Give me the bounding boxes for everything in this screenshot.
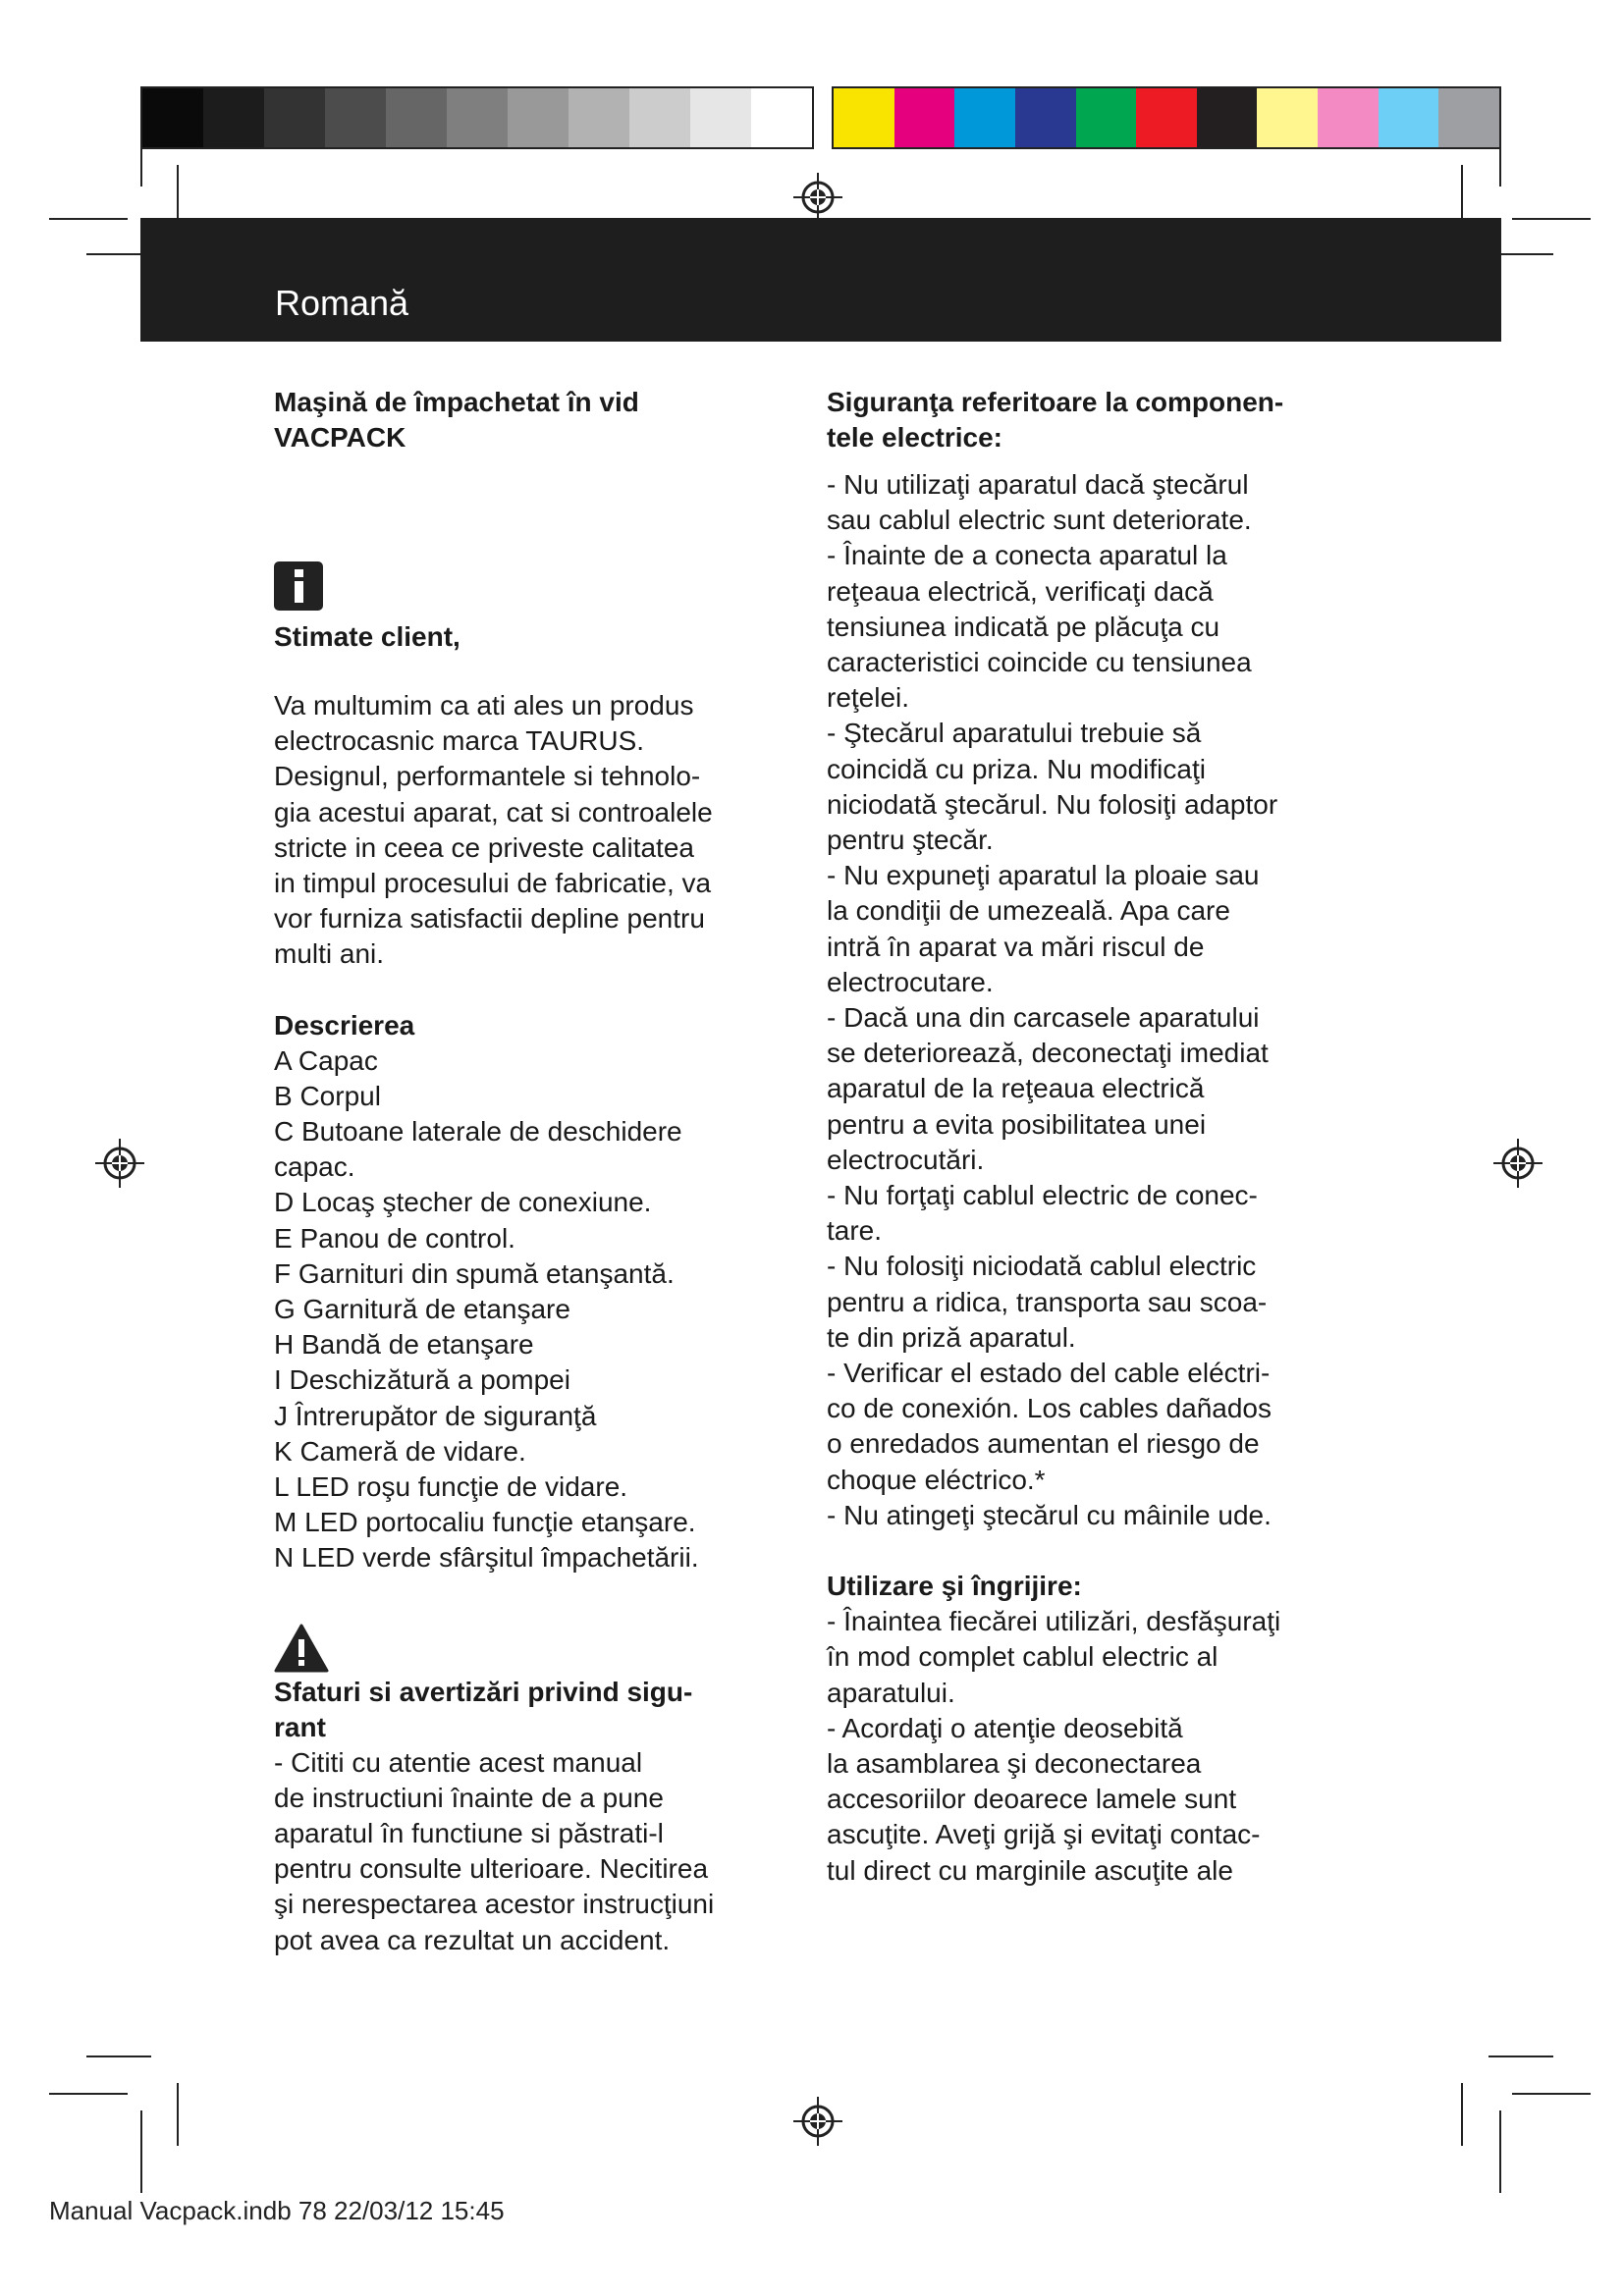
color-swatch	[264, 88, 325, 147]
list-item: M LED portocaliu funcţie etanşare.	[274, 1507, 696, 1538]
list-item: L LED roşu funcţie de vidare.	[274, 1471, 628, 1503]
list-item: J Întrerupător de siguranţă	[274, 1400, 597, 1431]
text-line: electrocutare.	[827, 966, 994, 997]
color-swatch	[834, 88, 894, 147]
text-line: la condiţii de umezeală. Apa care	[827, 895, 1230, 927]
text-line: electrocutări.	[827, 1144, 985, 1175]
intro-line: electrocasnic marca TAURUS.	[274, 725, 645, 757]
text-line: - Verificar el estado del cable eléctri-	[827, 1358, 1271, 1389]
electrical-safety-heading-line-2: tele electrice:	[827, 422, 1002, 453]
text-line: intră în aparat va mări riscul de	[827, 931, 1205, 962]
registration-mark-icon	[793, 173, 842, 222]
text-line: în mod complet cablul electric al	[827, 1641, 1218, 1673]
color-swatch	[1257, 88, 1318, 147]
grayscale-color-bar	[140, 86, 814, 149]
crop-mark	[86, 2056, 151, 2057]
warning-icon	[274, 1624, 329, 1673]
text-line: se deteriorează, deconectaţi imediat	[827, 1038, 1269, 1069]
list-item: G Garnitură de etanşare	[274, 1294, 570, 1325]
registration-mark-icon	[1493, 1139, 1543, 1188]
greeting: Stimate client,	[274, 621, 460, 652]
safety-line: pot avea ca rezultat un accident.	[274, 1924, 671, 1955]
text-line: coincidă cu priza. Nu modificaţi	[827, 753, 1206, 784]
color-swatch	[447, 88, 508, 147]
text-line: ascuţite. Aveţi grijă şi evitaţi contac-	[827, 1819, 1261, 1850]
intro-line: Designul, performantele si tehnolo-	[274, 761, 701, 792]
description-heading: Descrierea	[274, 1009, 415, 1041]
text-line: aparatului.	[827, 1677, 955, 1708]
list-item: C Butoane laterale de deschidere	[274, 1116, 682, 1148]
color-swatch	[142, 88, 203, 147]
intro-paragraph	[274, 688, 765, 973]
list-item: A Capac	[274, 1044, 378, 1076]
usage-care-heading: Utilizare şi îngrijire:	[827, 1571, 1082, 1602]
text-line: caracteristici coincide cu tensiunea	[827, 647, 1252, 678]
text-line: - Nu atingeţi ştecărul cu mâinile ude.	[827, 1499, 1272, 1530]
text-line: - Ştecărul aparatului trebuie să	[827, 718, 1202, 749]
list-item: H Bandă de etanşare	[274, 1329, 534, 1361]
color-swatch	[508, 88, 568, 147]
color-swatch	[386, 88, 447, 147]
text-line: pentru ştecăr.	[827, 825, 994, 856]
list-item: B Corpul	[274, 1080, 381, 1111]
text-line: reţelei.	[827, 682, 910, 714]
crop-mark	[177, 2083, 179, 2146]
text-line: pentru a ridica, transporta sau scoa-	[827, 1286, 1268, 1317]
text-line: sau cablul electric sunt deteriorate.	[827, 505, 1252, 536]
product-title-line-1: Maşină de împachetat în vid	[274, 387, 639, 417]
description-list	[274, 1043, 765, 1576]
crop-mark	[49, 218, 128, 220]
safety-heading-line-2: rant	[274, 1711, 326, 1742]
safety-line: - Cititi cu atentie acest manual	[274, 1746, 643, 1778]
text-line: - Dacă una din carcasele aparatului	[827, 1002, 1260, 1034]
list-item: K Cameră de vidare.	[274, 1435, 526, 1467]
language-title: Romană	[275, 283, 409, 323]
safety-line: pentru consulte ulterioare. Necitirea	[274, 1853, 709, 1885]
intro-line: Va multumim ca ati ales un produs	[274, 690, 694, 721]
list-item: capac.	[274, 1151, 355, 1183]
color-swatch	[325, 88, 386, 147]
list-item: F Garnituri din spumă etanşantă.	[274, 1257, 675, 1289]
text-line: pentru a evita posibilitatea unei	[827, 1108, 1207, 1140]
crop-mark	[1489, 2056, 1553, 2057]
safety-line: aparatul în functiune si păstrati-l	[274, 1818, 664, 1849]
color-swatch	[1015, 88, 1076, 147]
crop-mark	[140, 2110, 142, 2193]
text-line: aparatul de la reţeaua electrică	[827, 1073, 1205, 1104]
crop-mark	[1512, 218, 1591, 220]
color-swatch	[894, 88, 955, 147]
intro-line: multi ani.	[274, 938, 385, 970]
intro-line: vor furniza satisfactii depline pentru	[274, 903, 705, 934]
safety-heading-line-1: Sfaturi si avertizări privind sigu-	[274, 1676, 693, 1707]
crop-mark	[1512, 2093, 1591, 2095]
color-swatch	[629, 88, 690, 147]
color-swatch	[1318, 88, 1379, 147]
text-line: - Acordaţi o atenţie deosebită	[827, 1712, 1183, 1743]
color-swatch	[203, 88, 264, 147]
intro-line: in timpul procesului de fabricatie, va	[274, 868, 712, 899]
text-line: - Nu expuneţi aparatul la ploaie sau	[827, 860, 1260, 891]
intro-line: gia acestui aparat, cat si controalele	[274, 796, 713, 828]
registration-mark-icon	[793, 2097, 842, 2146]
text-line: - Nu forţaţi cablul electric de conec-	[827, 1180, 1258, 1211]
text-line: accesoriilor deoarece lamele sunt	[827, 1784, 1237, 1815]
text-line: o enredados aumentan el riesgo de	[827, 1428, 1260, 1460]
color-swatch	[1076, 88, 1137, 147]
color-swatch	[1438, 88, 1499, 147]
color-swatch	[690, 88, 751, 147]
list-item: E Panou de control.	[274, 1222, 515, 1254]
electrical-safety-heading-line-1: Siguranţa referitoare la componen-	[827, 387, 1284, 417]
intro-line: stricte in ceea ce priveste calitatea	[274, 831, 694, 863]
language-header-band	[140, 218, 1501, 342]
crop-mark	[140, 128, 142, 187]
list-item: I Deschizătură a pompei	[274, 1364, 570, 1396]
text-line: tul direct cu marginile ascuţite ale	[827, 1854, 1233, 1886]
safety-line: de instructiuni înainte de a pune	[274, 1782, 664, 1813]
left-column	[274, 385, 765, 1958]
crop-mark	[49, 2093, 128, 2095]
electrical-safety-text	[827, 467, 1337, 1533]
color-swatch	[1136, 88, 1197, 147]
list-item: N LED verde sfârşitul împachetării.	[274, 1542, 699, 1574]
usage-care-text	[827, 1604, 1337, 1889]
color-swatch	[568, 88, 629, 147]
text-line: - Înainte de a conecta aparatul la	[827, 540, 1227, 571]
text-line: tare.	[827, 1215, 883, 1247]
text-line: tensiunea indicată pe plăcuţa cu	[827, 611, 1220, 642]
text-line: co de conexión. Los cables dañados	[827, 1393, 1272, 1424]
text-line: - Nu utilizaţi aparatul dacă ştecărul	[827, 469, 1249, 500]
print-slug: Manual Vacpack.indb 78 22/03/12 15:45	[49, 2196, 505, 2225]
safety-paragraph	[274, 1745, 765, 1958]
crop-mark	[1499, 2110, 1501, 2193]
safety-line: şi nerespectarea acestor instrucţiuni	[274, 1889, 715, 1920]
text-line: la asamblarea şi deconectarea	[827, 1747, 1202, 1779]
text-line: te din priză aparatul.	[827, 1321, 1076, 1353]
info-icon	[274, 561, 323, 611]
crop-mark	[1461, 2083, 1463, 2146]
product-title-line-2: VACPACK	[274, 422, 406, 453]
right-column	[827, 385, 1337, 1889]
crop-mark	[1499, 128, 1501, 187]
text-line: choque eléctrico.*	[827, 1464, 1046, 1495]
registration-mark-icon	[95, 1139, 144, 1188]
list-item: D Locaş ştecher de conexiune.	[274, 1187, 652, 1218]
text-line: niciodată ştecărul. Nu folosiţi adaptor	[827, 788, 1278, 820]
color-swatch	[1379, 88, 1439, 147]
text-line: - Înaintea fiecărei utilizări, desfăşuraţi	[827, 1606, 1281, 1637]
color-swatch	[1197, 88, 1258, 147]
text-line: - Nu folosiţi niciodată cablul electric	[827, 1251, 1257, 1282]
color-swatch	[954, 88, 1015, 147]
text-line: reţeaua electrică, verificaţi dacă	[827, 575, 1214, 607]
process-color-bar	[832, 86, 1501, 149]
color-swatch	[751, 88, 812, 147]
